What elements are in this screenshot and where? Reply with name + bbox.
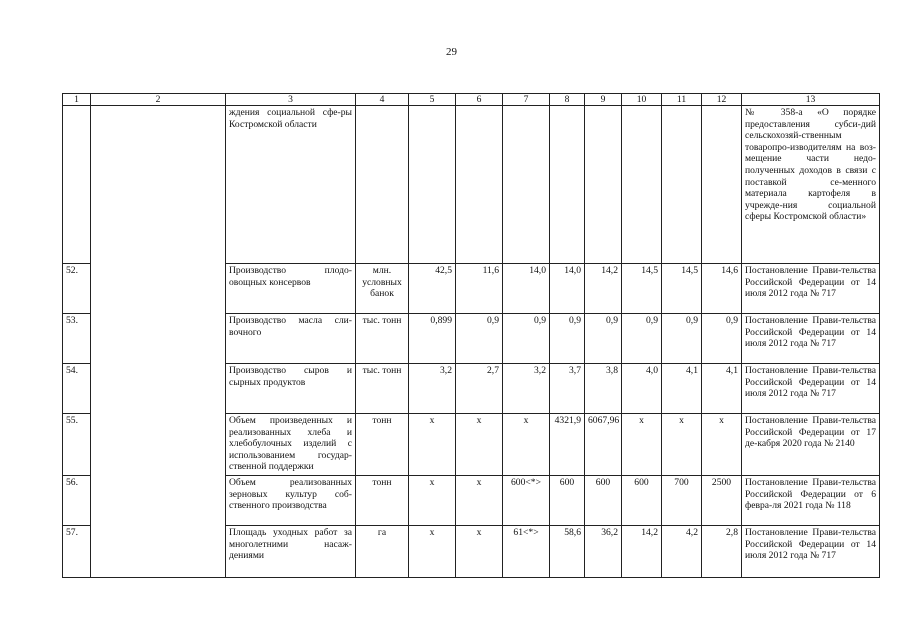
row-number: 52.	[63, 264, 91, 314]
value-cell	[409, 106, 456, 264]
value-cell: 2,7	[456, 364, 503, 414]
header-cell: 12	[702, 94, 742, 106]
value-cell: 0,9	[702, 314, 742, 364]
indicator-name: Производство масла сли-вочного	[226, 314, 356, 364]
header-cell: 5	[409, 94, 456, 106]
value-cell: х	[456, 414, 503, 476]
value-cell: х	[409, 476, 456, 526]
legal-basis: Постановление Прави-тельства Российской Федерации от 17 де-кабря 2020 года № 2140	[742, 414, 880, 476]
program-indicators-table	[62, 93, 880, 578]
value-cell: х	[702, 414, 742, 476]
value-cell: 3,2	[409, 364, 456, 414]
value-cell: 4321,9	[550, 414, 585, 476]
value-cell: 14,5	[622, 264, 662, 314]
unit-cell: тонн	[356, 476, 409, 526]
value-cell: 61<*>	[503, 526, 550, 578]
legal-basis: Постановление Прави-тельства Российской Федерации от 14 июля 2012 года № 717	[742, 364, 880, 414]
value-cell: 4,1	[702, 364, 742, 414]
value-cell: 14,2	[622, 526, 662, 578]
header-cell: 6	[456, 94, 503, 106]
value-cell	[702, 106, 742, 264]
indicator-name: Производство плодо-овощных консервов	[226, 264, 356, 314]
value-cell: 3,8	[585, 364, 622, 414]
row-number: 55.	[63, 414, 91, 476]
value-cell: 11,6	[456, 264, 503, 314]
value-cell: х	[409, 414, 456, 476]
value-cell: 600	[622, 476, 662, 526]
value-cell: 4,1	[662, 364, 702, 414]
section-cell	[91, 106, 226, 578]
value-cell: 3,7	[550, 364, 585, 414]
value-cell	[585, 106, 622, 264]
legal-basis: № 358-а «О порядке предоставления субси-дий сельскохозяй-ственным товаропро-изводителям на воз-мещение части недо-полученных доходов в связи с поставкой се-менного материала картофеля в учрежде-ния социальной сферы Костромской области»	[742, 106, 880, 264]
value-cell: 14,0	[550, 264, 585, 314]
value-cell: 0,9	[585, 314, 622, 364]
value-cell: 2500	[702, 476, 742, 526]
indicator-name: Площадь уходных работ за многолетними насаж-дениями	[226, 526, 356, 578]
row-number: 54.	[63, 364, 91, 414]
value-cell: 4,2	[662, 526, 702, 578]
value-cell: 600	[550, 476, 585, 526]
header-cell: 11	[662, 94, 702, 106]
unit-cell: тыс. тонн	[356, 364, 409, 414]
value-cell: х	[662, 414, 702, 476]
value-cell: 6067,96	[585, 414, 622, 476]
value-cell: 3,2	[503, 364, 550, 414]
value-cell: х	[456, 526, 503, 578]
unit-cell: га	[356, 526, 409, 578]
value-cell	[662, 106, 702, 264]
value-cell: 42,5	[409, 264, 456, 314]
row-number: 53.	[63, 314, 91, 364]
legal-basis: Постановление Прави-тельства Российской Федерации от 6 февра-ля 2021 года № 118	[742, 476, 880, 526]
value-cell: 14,2	[585, 264, 622, 314]
value-cell: 58,6	[550, 526, 585, 578]
legal-basis: Постановление Прави-тельства Российской Федерации от 14 июля 2012 года № 717	[742, 314, 880, 364]
unit-cell: млн. условных банок	[356, 264, 409, 314]
value-cell: 14,5	[662, 264, 702, 314]
column-number-row	[63, 94, 880, 106]
header-cell: 10	[622, 94, 662, 106]
value-cell	[550, 106, 585, 264]
header-cell: 13	[742, 94, 880, 106]
indicator-name: ждения социальной сфе-ры Костромской области	[226, 106, 356, 264]
value-cell: 0,9	[550, 314, 585, 364]
unit-cell: тыс. тонн	[356, 314, 409, 364]
value-cell: 14,0	[503, 264, 550, 314]
row-number: 56.	[63, 476, 91, 526]
value-cell: 0,9	[662, 314, 702, 364]
value-cell: х	[503, 414, 550, 476]
table-row	[63, 106, 880, 264]
value-cell: 14,6	[702, 264, 742, 314]
value-cell	[456, 106, 503, 264]
unit-cell: тонн	[356, 414, 409, 476]
value-cell: 0,9	[456, 314, 503, 364]
value-cell: 600<*>	[503, 476, 550, 526]
page-number: 29	[446, 46, 457, 58]
value-cell: 600	[585, 476, 622, 526]
value-cell: 0,9	[622, 314, 662, 364]
legal-basis: Постановление Прави-тельства Российской Федерации от 14 июля 2012 года № 717	[742, 264, 880, 314]
value-cell: х	[622, 414, 662, 476]
header-cell: 1	[63, 94, 91, 106]
header-cell: 8	[550, 94, 585, 106]
value-cell: 36,2	[585, 526, 622, 578]
indicator-name: Объем реализованных зерновых культур соб-ственного производства	[226, 476, 356, 526]
row-number	[63, 106, 91, 264]
header-cell: 2	[91, 94, 226, 106]
value-cell: 0,9	[503, 314, 550, 364]
value-cell: х	[456, 476, 503, 526]
legal-basis: Постановление Прави-тельства Российской Федерации от 14 июля 2012 года № 717	[742, 526, 880, 578]
value-cell	[622, 106, 662, 264]
header-cell: 4	[356, 94, 409, 106]
value-cell	[503, 106, 550, 264]
indicator-name: Производство сыров и сырных продуктов	[226, 364, 356, 414]
value-cell: х	[409, 526, 456, 578]
unit-cell	[356, 106, 409, 264]
value-cell: 4,0	[622, 364, 662, 414]
value-cell: 0,899	[409, 314, 456, 364]
indicator-name: Объем произведенных и реализованных хлеба и хлебобулочных изделий с использованием государ-ственной поддержки	[226, 414, 356, 476]
header-cell: 7	[503, 94, 550, 106]
row-number: 57.	[63, 526, 91, 578]
value-cell: 700	[662, 476, 702, 526]
value-cell: 2,8	[702, 526, 742, 578]
header-cell: 9	[585, 94, 622, 106]
header-cell: 3	[226, 94, 356, 106]
